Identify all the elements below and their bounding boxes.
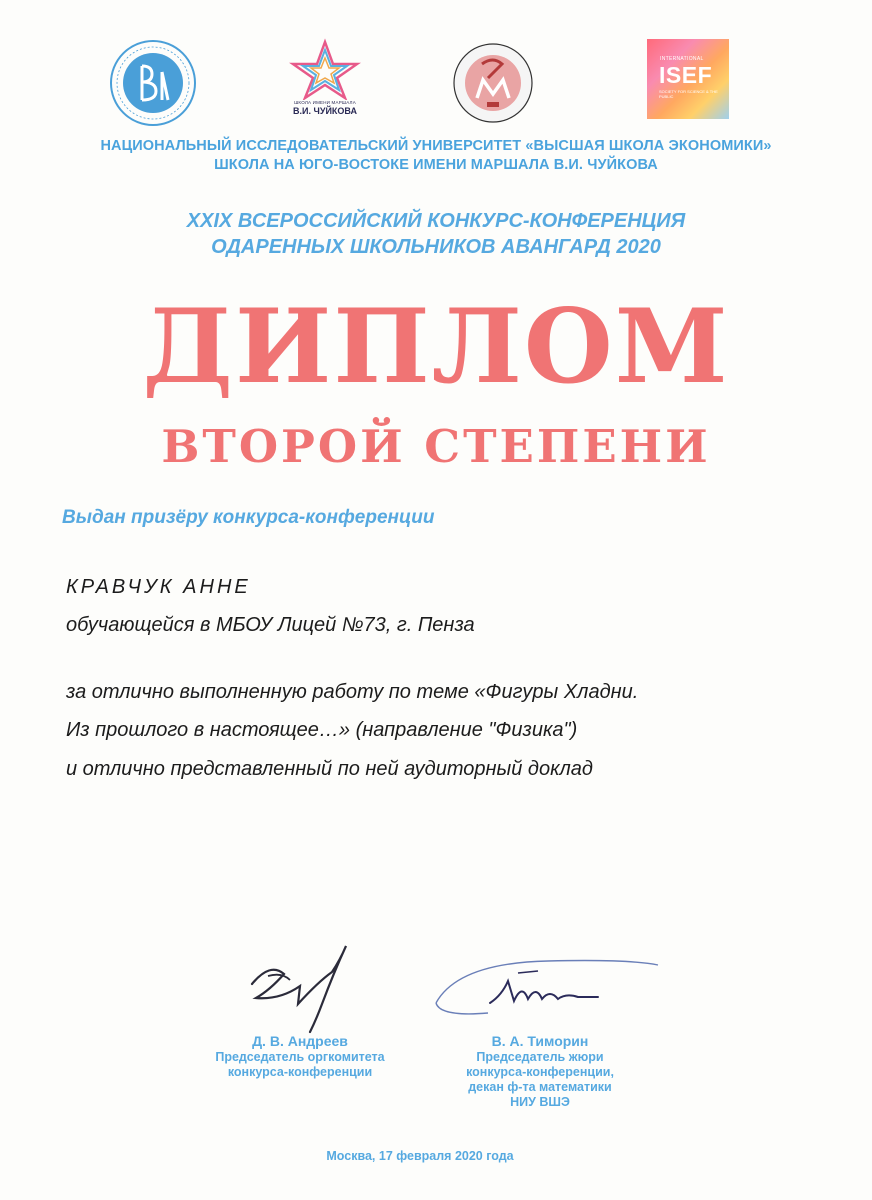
isef-small-caption: INTERNATIONAL	[660, 56, 704, 62]
recipient-school: обучающейся в МБОУ Лицей №73, г. Пенза	[66, 614, 475, 636]
reason-line-2: Из прошлого в настоящее…» (направление "Физика")	[66, 719, 578, 741]
signer-role-line: Председатель оргкомитета	[215, 1050, 385, 1064]
isef-wordmark: ISEF	[659, 62, 713, 88]
school-name: ШКОЛА НА ЮГО-ВОСТОКЕ ИМЕНИ МАРШАЛА В.И. ЧУЙКОВА	[214, 157, 658, 173]
hse-logo	[108, 38, 198, 128]
chuikov-caption-small: ШКОЛА ИМЕНИ МАРШАЛА	[294, 100, 356, 105]
isef-sub-caption: SOCIETY FOR SCIENCE & THE PUBLIC	[659, 89, 718, 99]
signer-role-line: Председатель жюри	[476, 1050, 604, 1064]
signer-role-line: декан ф-та математики	[468, 1080, 612, 1094]
university-name: НАЦИОНАЛЬНЫЙ ИССЛЕДОВАТЕЛЬСКИЙ УНИВЕРСИТЕТ «ВЫСШАЯ ШКОЛА ЭКОНОМИКИ»	[100, 138, 772, 154]
reason-line-3: и отлично представленный по ней аудиторный доклад	[66, 758, 593, 780]
isef-logo	[647, 39, 729, 119]
chuikov-caption: В.И. ЧУЙКОВА	[293, 106, 357, 116]
recipient-name: КРАВЧУК АННЕ	[66, 576, 251, 598]
signer-role-line: НИУ ВШЭ	[510, 1095, 570, 1109]
star-icon	[285, 38, 365, 100]
contest-title-line2: ОДАРЕННЫХ ШКОЛЬНИКОВ АВАНГАРД 2020	[211, 236, 661, 258]
signer-name: В. А. Тиморин	[491, 1033, 589, 1049]
moscow-school-logo	[452, 42, 534, 124]
contest-title-line1: XXIX ВСЕРОССИЙСКИЙ КОНКУРС-КОНФЕРЕНЦИЯ	[186, 210, 686, 232]
diploma-title: ДИПЛОМ	[142, 287, 730, 407]
reason-line-1: за отлично выполненную работу по теме «Фигуры Хладни.	[66, 681, 639, 703]
signer-role-line: конкурса-конференции	[227, 1065, 373, 1079]
signature-timorin	[428, 955, 663, 1023]
chuikov-school-logo	[285, 38, 365, 120]
signer-role-line: конкурса-конференции,	[466, 1065, 614, 1079]
awarded-to-label: Выдан призёру конкурса-конференции	[62, 507, 435, 528]
signature-andreev	[240, 942, 360, 1034]
signer-andreev	[190, 1032, 410, 1080]
diploma-degree: ВТОРОЙ СТЕПЕНИ	[161, 420, 711, 473]
place-and-date: Москва, 17 февраля 2020 года	[326, 1149, 514, 1163]
signer-timorin	[425, 1032, 655, 1110]
signer-name: Д. В. Андреев	[252, 1033, 348, 1049]
